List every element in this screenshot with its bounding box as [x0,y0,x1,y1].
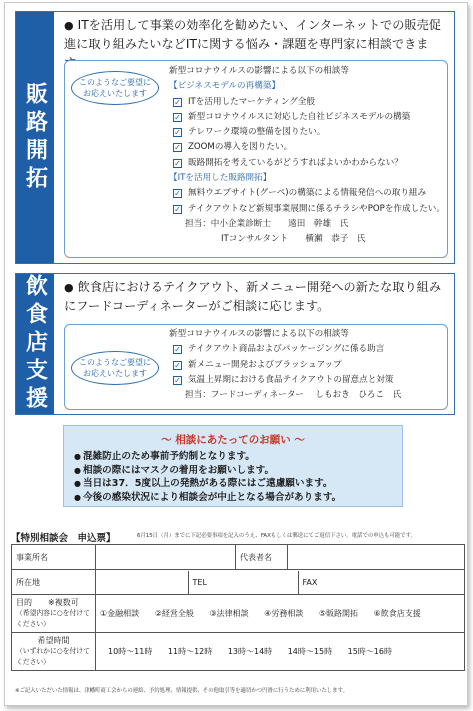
purpose-option[interactable]: ②経営全般 [154,609,194,618]
tel-field[interactable] [188,571,298,594]
list-item: ✓ テイクアウトなど新規事業展開に係るチラシやPOPを作成したい。 [174,203,445,214]
sales-channel-section [15,11,455,264]
checkbox-icon: ✓ [174,97,181,107]
privacy-footnote: ※ご記入いただいた情報は、津幡町商工会からの連絡、予約処理、情報提供、その他取引等を適切かつ円滑に行うために利用いたします。 [15,688,348,694]
list-item: ✓ 販路開拓を考えているがどうすればよいかわからない？ [174,157,403,168]
list-item: ✓ 新型コロナウイルスに対応した自社ビジネスモデルの構築 [174,111,411,122]
fax-label: FAX [302,577,318,587]
application-form [11,544,465,671]
bullet-icon: ● [64,281,74,294]
checkbox-icon: ✓ [174,375,181,385]
staff-line: 担当：フードコーディネーター しもおき ひろこ 氏 [185,390,402,401]
notice-item: ● 相談の際にはマスクの着用をお願いします。 [74,464,402,478]
time-option[interactable]: 14時～15時 [287,647,333,656]
purpose-options [96,595,465,633]
time-label: 希望時間 （いずれかに○を付けてください） [12,633,96,671]
purpose-option[interactable]: ①金融相談 [100,609,140,618]
sales-side-title: 販路開拓 [16,12,54,263]
form-row-name [12,545,465,570]
notice-item: ● 当日は37．5度以上の発熱がある際にはご遠慮願います。 [74,477,402,491]
time-option[interactable]: 10時～11時 [108,647,153,656]
purpose-option[interactable]: ④労務相談 [264,609,304,618]
food-detail-box [64,324,448,410]
form-header [11,530,465,544]
form-title: 【特別相談会 申込票】 [11,533,116,544]
staff-line: ITコンサルタント 横瀬 恭子 氏 [221,234,366,245]
bullet-icon: ● [64,19,74,32]
address-label: 所在地 [12,570,96,595]
checkbox-icon: ✓ [174,128,181,138]
sales-content [169,64,443,248]
form-row-time [12,633,465,671]
address-field[interactable] [96,571,188,594]
checkbox-icon: ✓ [174,189,181,199]
form-row-purpose [12,595,465,633]
request-oval: このようなご要望に お応えいたします [71,351,159,385]
list-item: ✓ ITを活用したマーケティング全般 [174,96,316,107]
list-item: ✓ 気温上昇期における食品テイクアウトの留意点と対策 [174,374,394,385]
restaurant-support-section [15,273,455,415]
notice-title: ～ 相談にあたってのお願い ～ [161,434,305,446]
checkbox-icon: ✓ [174,360,181,370]
notice-box [63,425,403,507]
request-oval: このようなご要望に お応えいたします [71,71,159,105]
sales-detail-box [64,60,448,258]
staff-line: 担当：中小企業診断士 遠田 幹雄 氏 [185,218,349,229]
group1-heading: 【ビジネスモデルの再構築】 [169,81,281,92]
notice-list [74,450,402,504]
time-option[interactable]: 13時～14時 [227,647,273,656]
food-side-title: 飲食店支援 [16,274,54,414]
group2-heading: 【ITを活用した販路開拓】 [169,173,272,184]
representative-field[interactable] [288,545,465,570]
flyer-page [4,2,468,706]
list-item: ✓ 新メニュー開発およびブラッシュアップ [174,359,342,370]
time-option[interactable]: 11時～12時 [167,647,213,656]
notice-item: ● 今後の感染状況により相談会が中止となる場合があります。 [74,491,402,505]
food-content [169,327,443,403]
purpose-option[interactable]: ⑤販路開拓 [318,609,359,618]
sales-intro: 新型コロナウイルスの影響による以下の相談等 [169,66,349,76]
food-lead-text: ● 飲食店におけるテイクアウト、新メニュー開発への新たな取り組みにフードコーディネーターがご相談に応じます。 [64,280,442,313]
business-name-label: 事業所名 [12,545,96,570]
business-name-field[interactable] [96,545,236,570]
list-item: ✓ ZOOMの導入を図りたい。 [174,142,293,153]
time-option[interactable]: 15時～16時 [347,647,392,656]
form-row-address [12,570,465,595]
notice-item: ● 混雑防止のため事前予約制となります。 [74,450,402,464]
purpose-option[interactable]: ③法律相談 [209,609,249,618]
time-options [96,633,465,671]
checkbox-icon: ✓ [174,112,181,122]
checkbox-icon: ✓ [174,204,181,214]
list-item: ✓ テイクアウト商品およびパッケージングに係る助言 [174,344,385,355]
sales-lead-text: ● ITを活用して事業の効率化を勧めたい、インターネットでの販売促進に取り組みたいなどITに関する悩み・課題を専門家に相談できま [64,18,441,51]
list-item: ✓ テレワーク環境の整備を図りたい。 [174,127,326,138]
fax-field[interactable] [298,571,464,594]
checkbox-icon: ✓ [174,158,181,168]
list-item: ✓ 無料ウエブサイト(グーペ)の構築による情報発信への取り組み [174,188,427,199]
representative-label: 代表者名 [236,545,288,570]
tel-label: TEL [192,577,207,587]
food-intro: 新型コロナウイルスの影響による以下の相談等 [169,329,349,339]
purpose-label: 目的 ※複数可 （希望内容に○を付けてください） [12,595,96,633]
purpose-option[interactable]: ⑥飲食店支援 [373,609,421,618]
checkbox-icon: ✓ [174,143,181,153]
checkbox-icon: ✓ [174,345,181,355]
form-note: 6月15日（月）までに下記必要事項を記入のうえ、FAXもしくは郵送にてご返信下さい。電話での申込も可能です。 [137,533,416,539]
